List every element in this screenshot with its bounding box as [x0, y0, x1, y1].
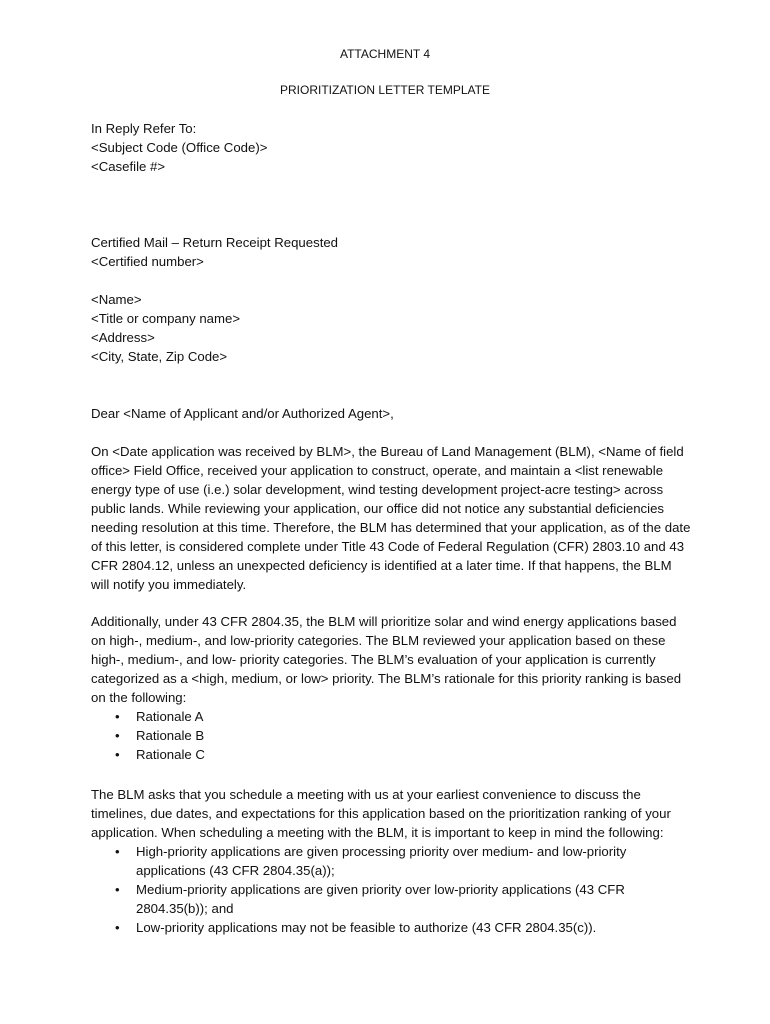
recipient-name: <Name>: [91, 292, 142, 307]
rationale-c: Rationale C: [136, 747, 205, 762]
attachment-heading: ATTACHMENT 4: [339, 47, 430, 61]
bullet-icon: •: [115, 920, 120, 935]
bullet-icon: •: [115, 728, 120, 743]
high-priority-note: High-priority applications are given processing priority over medium- and low-priority applications (43 CFR 2804.35(a));: [136, 844, 627, 878]
certified-mail-line: Certified Mail – Return Receipt Requested: [91, 235, 339, 250]
paragraph-priority: Additionally, under 43 CFR 2804.35, the BLM will prioritize solar and wind energy applications based on high-, medium-, and low-priority categories. The BLM reviewed your application based on these high-, medium-, and low- priority categories. The BLM’s evaluation of your application is currently categorized as a <high, medium, or low> priority. The BLM’s rationale for this priority ranking is based on the following:: [91, 614, 682, 705]
list-item: [91, 918, 691, 937]
rationale-list: [91, 707, 691, 764]
rationale-a: Rationale A: [136, 709, 204, 724]
template-title: PRIORITIZATION LETTER TEMPLATE: [279, 83, 491, 97]
list-item: [91, 726, 691, 745]
list-item: [91, 842, 691, 880]
certified-mail-block: [91, 233, 691, 271]
certified-number: <Certified number>: [91, 254, 204, 269]
priority-notes-list: [91, 842, 691, 937]
recipient-address: <Address>: [91, 330, 155, 345]
paragraph-completeness: On <Date application was received by BLM>, the Bureau of Land Management (BLM), <Name of field office> Field Office, received your application to construct, operate, and maintain a <list renewable energy type of use (i.e.) solar development, wind testing development project-acre testing> across public lands. While reviewing your application, our office did not notice any substantial deficiencies needing resolution at this time. Therefore, the BLM has determined that your application, as of the date of this letter, is considered complete under Title 43 Code of Federal Regulation (CFR) 2803.10 and 43 CFR 2804.12, unless an unexpected deficiency is identified at a later time. If that happens, the BLM will notify you immediately.: [91, 444, 691, 592]
rationale-b: Rationale B: [136, 728, 205, 743]
address-block: [91, 290, 691, 366]
bullet-icon: •: [115, 709, 120, 724]
paragraph-meeting: The BLM asks that you schedule a meeting with us at your earliest convenience to discuss the timelines, due dates, and expectations for this application based on the prioritization ranking of your application. When scheduling a meeting with the BLM, it is important to keep in mind the following:: [91, 787, 671, 840]
meeting-section: [91, 785, 691, 937]
priority-section: [91, 612, 691, 764]
subject-code: <Subject Code (Office Code)>: [91, 140, 268, 155]
low-priority-note: Low-priority applications may not be feasible to authorize (43 CFR 2804.35(c)).: [136, 920, 597, 935]
medium-priority-note: Medium-priority applications are given priority over low-priority applications (43 CFR 2804.35(b)); and: [136, 882, 625, 916]
bullet-icon: •: [115, 882, 120, 897]
list-item: [91, 880, 691, 918]
reply-refer-block: [91, 119, 691, 176]
salutation: Dear <Name of Applicant and/or Authorized Agent>,: [91, 406, 394, 421]
casefile-number: <Casefile #>: [91, 159, 166, 174]
recipient-city: <City, State, Zip Code>: [91, 349, 228, 364]
bullet-icon: •: [115, 747, 120, 762]
list-item: [91, 707, 691, 726]
list-item: [91, 745, 691, 764]
recipient-title: <Title or company name>: [91, 311, 241, 326]
reply-refer-label: In Reply Refer To:: [91, 121, 197, 136]
bullet-icon: •: [115, 844, 120, 859]
